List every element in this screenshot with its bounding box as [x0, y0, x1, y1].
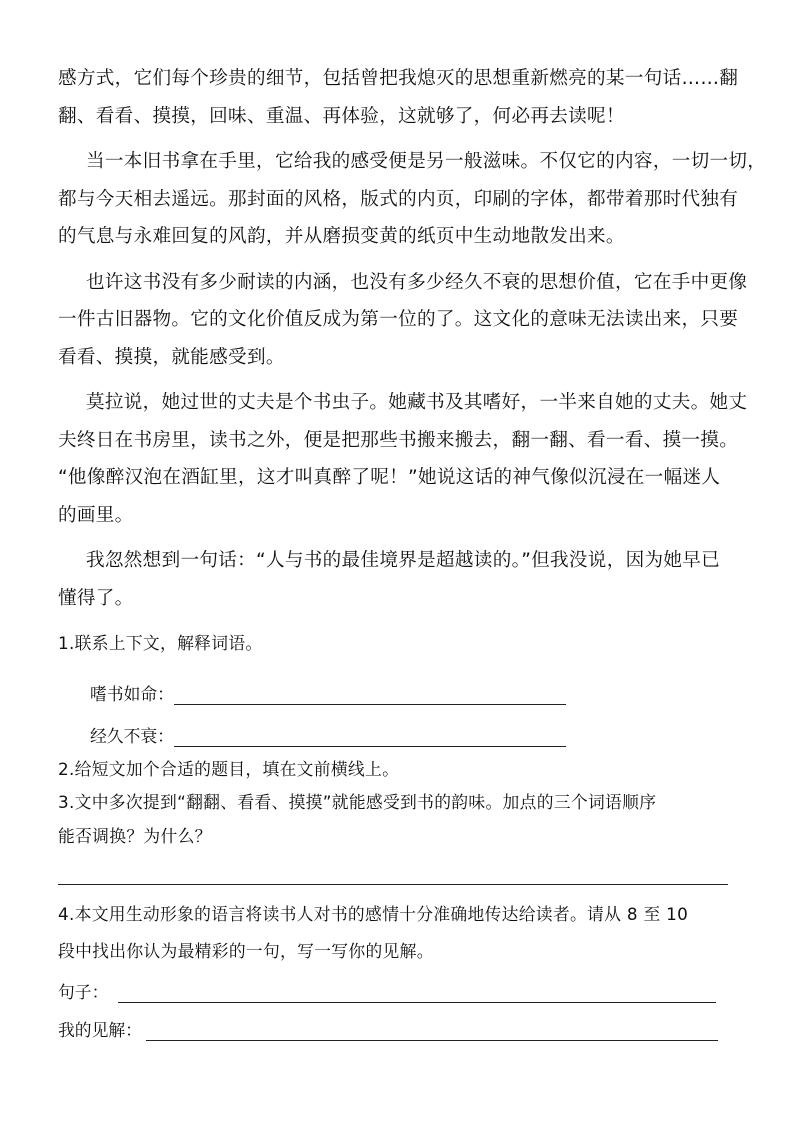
sentence-label: 句子：	[58, 981, 109, 1002]
passage-line: 感方式，它们每个珍贵的细节，包括曾把我熄灭的思想重新燃亮的某一句话……翻	[58, 68, 739, 89]
term-label: 嗜书如命：	[90, 683, 174, 704]
question-4-line-2: 段中找出你认为最精彩的一句，写一写你的见解。	[58, 940, 434, 961]
passage-line: “他像醉汉泡在酒缸里，这才叫真醉了呢！”她说这话的神气像似沉浸在一幅迷人	[58, 467, 721, 488]
answer-line[interactable]	[118, 978, 716, 1003]
question-2: 2.给短文加个合适的题目，填在文前横线上。	[58, 758, 400, 779]
question-3-line-1: 3.文中多次提到“翻翻、看看、摸摸”就能感受到书的韵味。加点的三个词语顺序	[58, 791, 657, 812]
sentence-row	[58, 969, 748, 1003]
passage-line: 我忽然想到一句话：“人与书的最佳境界是超越读的。”但我没说，因为她早已	[86, 550, 721, 571]
passage-line: 夫终日在书房里，读书之外，便是把那些书搬来搬去，翻一翻、看一看、摸一摸。	[58, 429, 739, 451]
passage-line: 看看、摸摸，就能感受到。	[58, 346, 285, 368]
answer-line[interactable]	[146, 1016, 718, 1041]
question-4-line-1: 4.本文用生动形象的语言将读书人对书的感情十分准确地传达给读者。请从 8 至 10	[58, 903, 689, 924]
passage-line: 懂得了。	[58, 587, 134, 609]
term-label: 经久不衰：	[90, 725, 174, 746]
passage-line: 的气息与永难回复的风韵，并从磨损变黄的纸页中生动地散发出来。	[58, 226, 625, 247]
answer-line[interactable]	[174, 722, 566, 747]
opinion-row	[58, 1003, 748, 1041]
opinion-label: 我的见解：	[58, 1019, 142, 1040]
passage-line: 当一本旧书拿在手里，它给我的感受便是另一般滋味。不仅它的内容，一切一切，	[86, 151, 767, 172]
passage-line: 翻、看看、摸摸，回味、重温、再体验，这就够了，何必再去读呢！	[58, 105, 625, 127]
term-row-2	[58, 705, 748, 747]
answer-line[interactable]	[58, 883, 728, 885]
passage-line: 莫拉说，她过世的丈夫是个书虫子。她藏书及其嗜好，一半来自她的丈夫。她丈	[86, 392, 748, 413]
worksheet-page	[58, 60, 767, 1041]
question-1: 1.联系上下文，解释词语。	[58, 633, 263, 653]
answer-line[interactable]	[174, 680, 566, 705]
passage-line: 的画里。	[58, 504, 134, 526]
term-row-1	[58, 663, 748, 705]
passage-line: 都与今天相去遥远。那封面的风格，版式的内页，印刷的字体，都带着那时代独有	[58, 188, 739, 210]
question-3-line-2: 能否调换？为什么？	[58, 825, 212, 846]
passage-line: 也许这书没有多少耐读的内涵，也没有多少经久不衰的思想价值，它在手中更像	[86, 271, 748, 293]
passage-line: 一件古旧器物。它的文化价值反成为第一位的了。这文化的意味无法读出来，只要	[58, 309, 739, 330]
